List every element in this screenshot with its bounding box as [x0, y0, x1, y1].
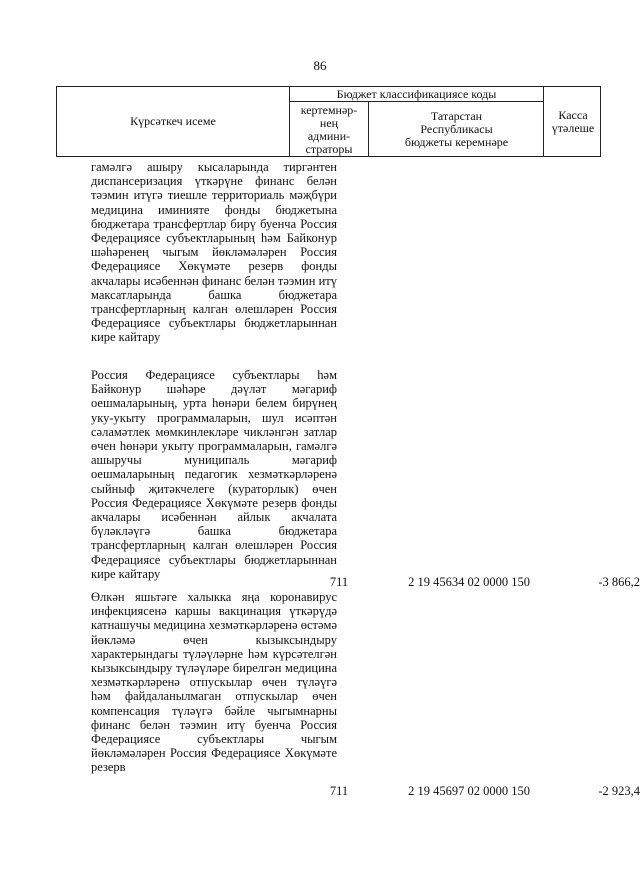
indicator-name-header: Күрсәткеч исеме [57, 87, 290, 156]
budget-classification-header: Бюджет классификациясе коды [290, 87, 543, 102]
row-description: Россия Федерациясе субъектлары һәм Байконур шәһәре дәүләт мәгариф оешмаларының, урта һөнәри белем бирүнең уку-укыту программаларын, шул исәптән сәламәтлек мөмкинлекләре чикләнгән затлар өчен һөнәри укыту программаларын, гамәлгә ашыручы муниципаль мәгариф оешмаларының педагогик хезмәткәрләренә сыйныф җитәкчелеге (кураторлык) өчен Россия Федерациясе Хөкүмәте резерв фонды акчалары исәбеннән айлык акчалата бүләкләүгә башка бюджетара трансфертларның калган өлешләрен Россия Федерациясе субъектлары бюджетларыннан кире кайтару [91, 368, 337, 581]
cash-execution-header: Касса үтәлеше [551, 107, 595, 135]
row-description: гамәлгә ашыру кысаларында тиргәнтен диспансеризация үткәрүне финанс белән тәэмин итүгә тиешле территориаль мәҗбүри медицина иминияте фонды бюджетына бюджетара трансфертлар бирү буенча Россия Федерациясе субъектларының һәм Байконур шәһәренең чыгым йөкләмәләрен Россия Федерациясе Хөкүмәте резерв фонды акчалары исәбеннән финанс белән тәэмин итү максатларында башка бюджетара трансфертларның калган өлешләрен Россия Федерациясе субъектлары бюджетларыннан кире кайтару [91, 160, 337, 345]
budget-classification-subcolumns [290, 102, 544, 157]
row-values [56, 575, 640, 591]
table-body [56, 160, 640, 850]
row-budget-code: 2 19 45634 02 0000 150 [408, 575, 530, 589]
tatarstan-budget-revenue-header: Татарстан Республикасы бюджеты керемнәре [404, 109, 509, 149]
row-amount: -2 923,4 [598, 784, 640, 798]
row-values [56, 784, 640, 800]
row-admin-code: 711 [329, 784, 349, 798]
budget-classification-group [290, 87, 544, 156]
row-admin-code: 711 [329, 575, 349, 589]
page-number: 86 [313, 58, 327, 73]
row-description: Өлкән яшьтәге халыкка яңа коронавирус инфекциясенә каршы вакцинация үткәрүдә катнашучы медицина хезмәткәрләренә өстәмә йөкләмә өчен кызыксындыру характерындагы түләүләрне һәм күрсәтелгән кызыксындыру түләүләре бирелгән медицина хезмәткәрләренә отпускылар өчен түләүгә һәм файдаланылмаган отпускылар өчен компенсация түләүгә бәйле чыгымнарны финанс белән тәэмин итү буенча Россия Федерациясе субъектлары чыгым йөкләмәләрен Россия Федерациясе Хөкүмәте резерв [91, 590, 337, 775]
row-budget-code: 2 19 45697 02 0000 150 [408, 784, 530, 798]
revenue-administrator-header: кертемнәр- нең админи- страторы [290, 102, 369, 157]
row-amount: -3 866,2 [598, 575, 640, 589]
table-header [56, 86, 601, 157]
